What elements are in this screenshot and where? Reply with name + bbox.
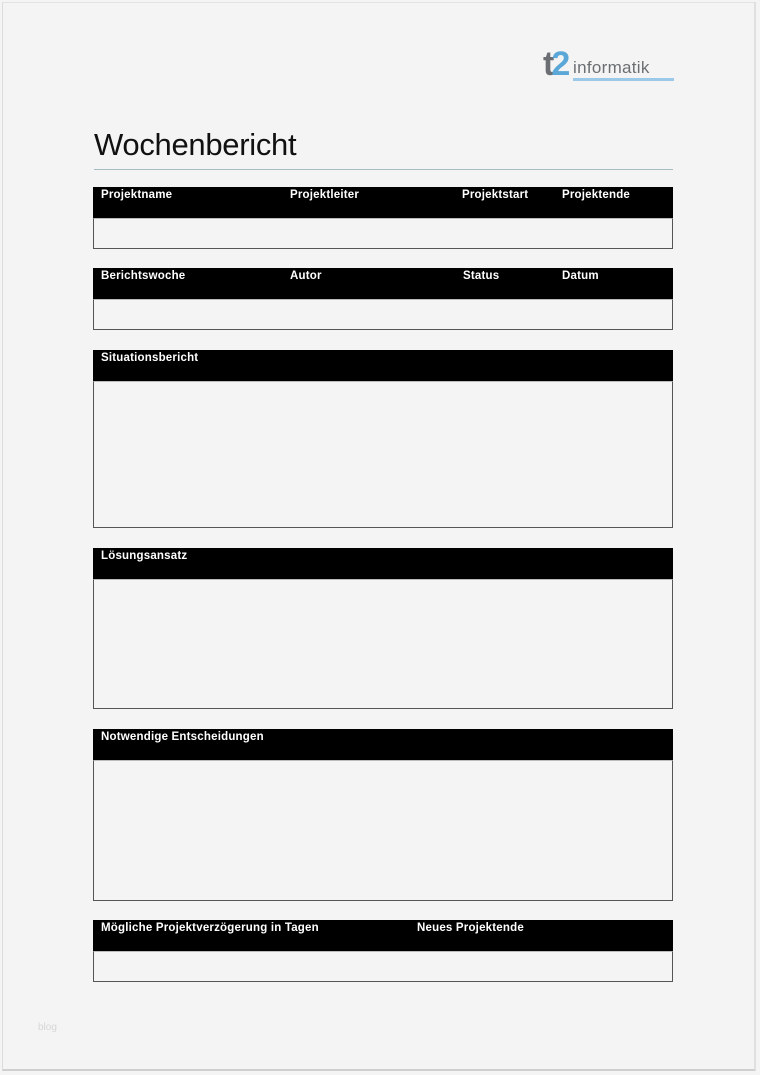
header-loesungsansatz: Lösungsansatz: [101, 550, 188, 562]
section-header: [93, 548, 673, 579]
watermark-text: blog: [38, 1022, 57, 1033]
header-projektende: Projektende: [562, 189, 631, 201]
projekt-input-area[interactable]: [93, 218, 673, 249]
logo-mark: [543, 47, 567, 81]
logo-mark-2: 2: [551, 45, 568, 83]
section-header: [93, 268, 673, 299]
section-header: [93, 350, 673, 381]
header-situationsbericht: Situationsbericht: [101, 352, 199, 364]
logo-underline: [573, 78, 674, 81]
section-situationsbericht: [93, 350, 673, 528]
title-divider: [94, 169, 673, 170]
section-header: [93, 187, 673, 218]
page-title: Wochenbericht: [94, 127, 297, 162]
header-projektverzoegerung: Mögliche Projektverzögerung in Tagen: [101, 922, 319, 934]
header-entscheidungen: Notwendige Entscheidungen: [101, 731, 264, 743]
bericht-input-area[interactable]: [93, 299, 673, 330]
header-status: Status: [463, 270, 500, 282]
section-loesungsansatz: [93, 548, 673, 709]
loesungsansatz-input-area[interactable]: [93, 579, 673, 709]
logo-mark-t: t: [543, 45, 552, 83]
verzoegerung-input-area[interactable]: [93, 951, 673, 982]
company-logo: [543, 47, 675, 81]
section-header: [93, 729, 673, 760]
header-projektstart: Projektstart: [462, 189, 529, 201]
section-bericht: [93, 268, 673, 330]
section-verzoegerung: [93, 920, 673, 982]
situationsbericht-input-area[interactable]: [93, 381, 673, 528]
header-projektleiter: Projektleiter: [290, 189, 360, 201]
document-page: [2, 2, 756, 1071]
section-entscheidungen: [93, 729, 673, 901]
header-projektname: Projektname: [101, 189, 173, 201]
header-autor: Autor: [290, 270, 322, 282]
logo-text: informatik: [573, 58, 650, 77]
header-datum: Datum: [562, 270, 599, 282]
header-neues-projektende: Neues Projektende: [417, 922, 524, 934]
section-header: [93, 920, 673, 951]
entscheidungen-input-area[interactable]: [93, 760, 673, 901]
section-projekt: [93, 187, 673, 249]
header-berichtswoche: Berichtswoche: [101, 270, 186, 282]
